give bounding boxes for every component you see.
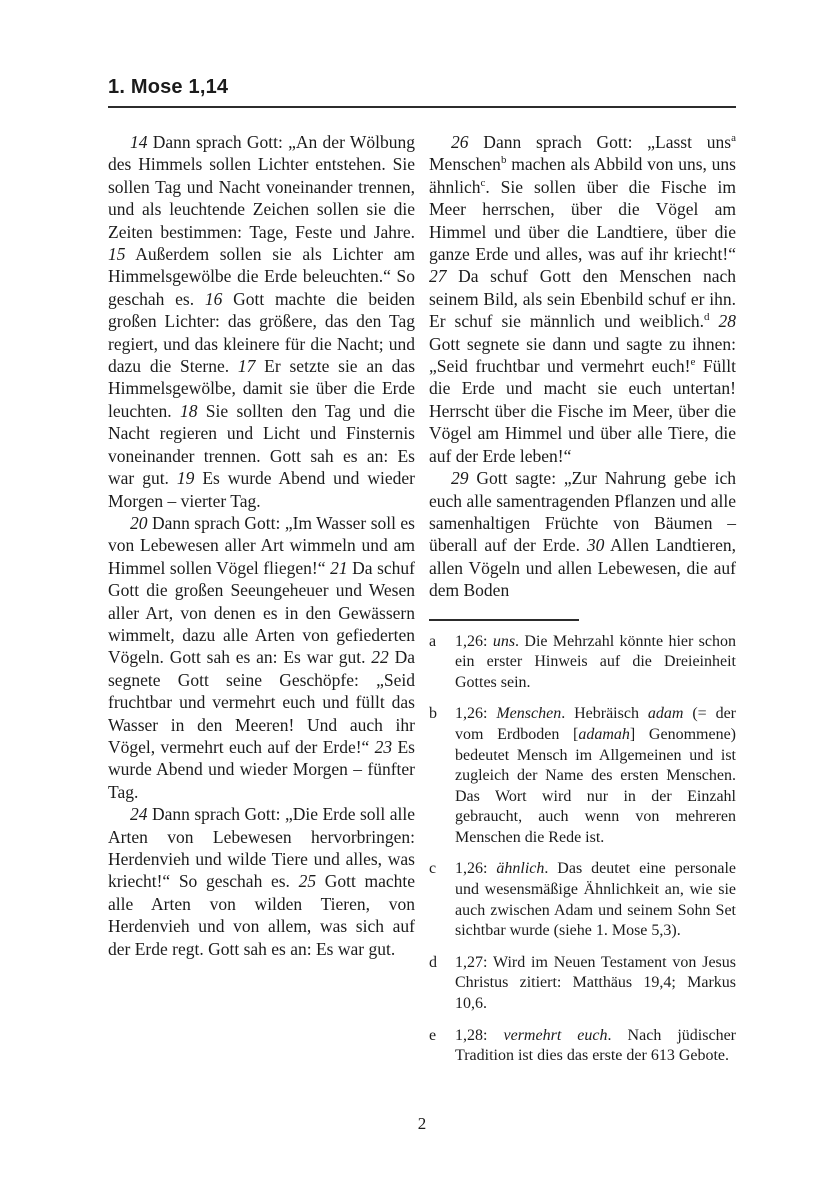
- text-run: Es wurde Abend und wieder Morgen – vierter Tag.: [108, 468, 415, 511]
- verse-number: 29: [451, 468, 469, 489]
- footnotes-section: [429, 619, 736, 1067]
- paragraph: [429, 131, 736, 467]
- verse-number: 19: [176, 468, 195, 489]
- text-run: Füllt die Erde und macht sie euch untertan! Herrscht über die Fische im Meer, über die Vögel am Himmel und über alle Tiere, die auf der Erde leben!“: [429, 356, 736, 466]
- verse-number: 18: [179, 400, 198, 421]
- footnote: [429, 1026, 736, 1067]
- footnote-ref: a: [731, 132, 736, 145]
- text-run: 1,26:: [455, 705, 497, 723]
- italic-term: adam: [647, 705, 684, 723]
- footnote: [429, 704, 736, 848]
- text-run: Dann sprach Gott: „Lasst uns: [468, 132, 732, 152]
- text-run: ] Genommene) bedeutet Mensch im Allgemeinen und ist zugleich der Name des ersten Menschen. Das Wort wird nur in der Einzahl gebraucht, auch wenn von mehreren Menschen die Rede ist.: [455, 725, 736, 846]
- italic-term: adamah: [578, 725, 630, 743]
- running-header: [108, 76, 228, 99]
- footnote-marker: c: [429, 860, 437, 878]
- text-run: Menschen: [429, 154, 501, 175]
- text-run: Da schuf Gott die großen Seeungeheuer und Wesen aller Art, von denen es in den Gewässern wimmelt, dazu alle Arten von gefiederten Vögeln. Gott sah es an: Es war gut.: [108, 557, 416, 668]
- text-run: 1,26:: [455, 860, 497, 878]
- footnote-text: [455, 1027, 736, 1065]
- verse-number: 20: [130, 512, 148, 533]
- verse-number: 30: [586, 535, 605, 556]
- footnote-ref: c: [480, 176, 486, 189]
- footnote-ref: b: [500, 154, 507, 167]
- italic-term: Menschen: [496, 705, 562, 723]
- footnote-marker: e: [429, 1026, 437, 1044]
- text-run: Gott sagte: „Zur Nahrung gebe ich euch alle samentragenden Pflanzen und alle samenhaltigen Früchte von Bäumen – überall auf der Erde.: [429, 468, 736, 556]
- footnote-marker: b: [429, 705, 437, 723]
- right-column-body: [429, 131, 736, 602]
- verse-number: 22: [371, 647, 389, 668]
- text-run: Sie sollten den Tag und die Nacht regieren und Licht und Finsternis voneinander trennen. Gott sah es an: Es war gut.: [108, 400, 416, 489]
- verse-number: 17: [237, 356, 256, 377]
- verse-number: 24: [130, 804, 148, 825]
- footnote-ref: d: [703, 311, 710, 324]
- text-columns: [108, 131, 736, 1078]
- text-run: . Die Mehrzahl könnte hier schon ein erster Hinweis auf die Dreieinheit Gottes sein.: [455, 632, 736, 691]
- footnote: [429, 953, 736, 1015]
- text-run: Gott machte die beiden großen Lichter: das größere, das den Tag regiert, und das kleinere für die Nacht; und dazu die Sterne.: [108, 288, 415, 377]
- footnote: [429, 859, 736, 941]
- text-run: . Sie sollen über die Fische im Meer herrschen, über die Vögel am Himmel und über die Landtiere, über die ganze Erde und alles, was auf ihr kriecht!“: [429, 176, 736, 265]
- footnote-list: [429, 632, 736, 1067]
- text-run: Dann sprach Gott: „Die Erde soll alle Arten von Lebewesen hervorbringen: Herdenvieh und wilde Tiere und alles, was kriecht!“ So geschah es.: [108, 804, 415, 892]
- italic-term: ähnlich: [496, 860, 545, 878]
- left-column: [108, 131, 415, 1078]
- verse-number: 27: [429, 266, 447, 287]
- header-rule: [108, 106, 736, 108]
- page-number: 2: [417, 1114, 427, 1133]
- verse-number: 15: [108, 244, 126, 265]
- footnote: [429, 632, 736, 694]
- footnote-marker: a: [429, 632, 437, 650]
- verse-number: 26: [451, 132, 469, 152]
- text-run: machen als Abbild von uns, uns ähnlich: [429, 154, 736, 197]
- text-run: . Hebräisch: [561, 705, 648, 723]
- text-run: Außerdem sollen sie als Lichter am Himmelsgewölbe die Erde beleuchten.“ So geschah es.: [108, 244, 415, 309]
- paragraph: [429, 467, 736, 601]
- footnote-marker: d: [429, 953, 437, 971]
- footnote-text: [455, 633, 736, 691]
- verse-number: 16: [204, 288, 223, 309]
- text-run: Da segnete Gott seine Geschöpfe: „Seid fruchtbar und vermehrt euch und füllt das Wasser in den Meeren! Und auch ihr Vögel, vermehrt euch auf der Erde!“: [108, 647, 416, 757]
- verse-number: 23: [374, 736, 393, 757]
- text-run: 1,28:: [455, 1026, 504, 1044]
- text-run: 1,27: Wird im Neuen Testament von Jesus Christus zitiert: Matthäus 19,4; Markus 10,6.: [455, 953, 736, 1013]
- footnote-text: [455, 860, 736, 939]
- footnote-text: [455, 954, 736, 1012]
- paragraph: [108, 131, 415, 512]
- text-run: . Nach jüdischer Tradition ist dies das erste der 613 Gebote.: [455, 1026, 737, 1065]
- verse-number: 25: [298, 871, 317, 892]
- text-run: [709, 311, 718, 331]
- verse-number: 21: [330, 557, 348, 578]
- text-run: . Das deutet eine personale und wesensmäßige Ähnlichkeit an, wie sie auch zwischen Adam und seinem Sohn Set sichtbar wurde (siehe 1. Mose 5,3).: [455, 860, 736, 940]
- footnote-ref: e: [690, 356, 696, 369]
- italic-term: uns: [492, 632, 516, 650]
- text-run: Dann sprach Gott: „An der Wölbung des Himmels sollen Lichter entstehen. Sie sollen Tag und Nacht voneinander trennen, und als leuchtende Zeichen sollen sie die Zeiten bestimmen: Tage, Feste und Jahre.: [108, 132, 415, 242]
- text-run: Es wurde Abend und wieder Morgen – fünfter Tag.: [108, 736, 415, 802]
- italic-term: vermehrt euch: [503, 1026, 608, 1044]
- paragraph: [108, 803, 415, 960]
- footnote-text: [455, 705, 736, 846]
- page-title: 1. Mose 1,14: [108, 76, 229, 98]
- text-run: Allen Landtieren, allen Vögeln und allen Lebewesen, die auf dem Boden: [429, 535, 736, 601]
- verse-number: 28: [718, 311, 737, 332]
- text-run: 1,26:: [455, 632, 493, 650]
- text-run: Er setzte sie an das Himmelsgewölbe, damit sie über die Erde leuchten.: [108, 356, 416, 421]
- text-run: Dann sprach Gott: „Im Wasser soll es von Lebewesen aller Art wimmeln und am Himmel sollen Vögel fliegen!“: [108, 512, 415, 578]
- text-run: (= der vom Erdboden [: [455, 705, 736, 743]
- paragraph: [108, 512, 415, 803]
- text-run: Gott segnete sie dann und sagte zu ihnen: „Seid fruchtbar und vermehrt euch!: [429, 333, 736, 377]
- text-run: Da schuf Gott den Menschen nach seinem Bild, als sein Ebenbild schuf er ihn. Er schuf sie männlich und weiblich.: [429, 266, 736, 332]
- text-run: Gott machte alle Arten von wilden Tieren, von Herdenvieh und von allem, was sich auf der Erde regt. Gott sah es an: Es war gut.: [108, 871, 415, 959]
- verse-number: 14: [130, 132, 148, 152]
- footnote-separator-rule: [429, 619, 579, 621]
- right-column: [429, 131, 736, 1078]
